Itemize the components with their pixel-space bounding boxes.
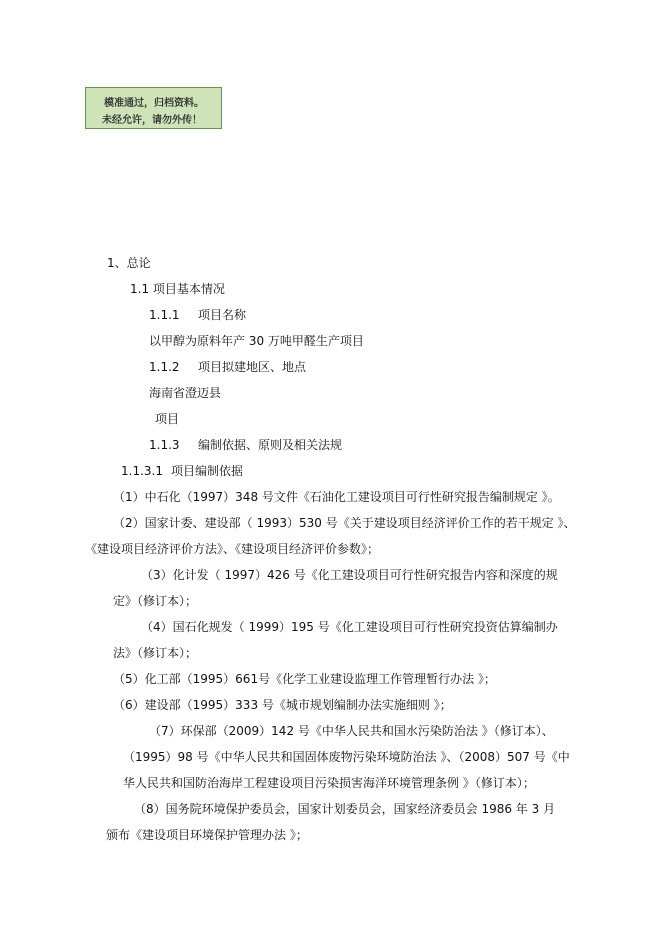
- project-location-note: 项目: [155, 412, 180, 426]
- project-location: 海南省澄迈县: [149, 386, 222, 400]
- section-title-1-1-3-1: 项目编制依据: [171, 464, 244, 478]
- list-item: （1）中石化（1997）348 号文件《石油化工建设项目可行性研究报告编制规定 》。: [113, 490, 560, 504]
- section-heading-1: 1、总论: [107, 256, 151, 270]
- section-number-1-1-3-1: 1.1.3.1: [121, 464, 163, 478]
- list-item: （4）国石化规发（ 1999）195 号《化工建设项目可行性研究投资估算编制办: [141, 620, 558, 634]
- list-item: （5）化工部（1995）661号《化学工业建设监理工作管理暂行办法 》；: [113, 672, 496, 686]
- approval-stamp: [85, 87, 222, 129]
- section-title-1-1-3: 编制依据、原则及相关法规: [198, 438, 343, 452]
- section-title-1-1-2: 项目拟建地区、地点: [198, 360, 307, 374]
- project-name: 以甲醇为原料年产 30 万吨甲醛生产项目: [149, 334, 364, 348]
- section-title-1-1-1: 项目名称: [198, 308, 247, 322]
- section-number-1-1-1: 1.1.1: [149, 308, 180, 322]
- stamp-line-1: 模准通过，归档资料。: [104, 98, 204, 109]
- list-item-continuation: 颁布《建设项目环境保护管理办法 》；: [106, 828, 308, 842]
- section-number-1-1-3: 1.1.3: [149, 438, 180, 452]
- section-number-1-1-2: 1.1.2: [149, 360, 180, 374]
- section-heading-1-1: 1.1 项目基本情况: [130, 282, 225, 296]
- list-item: （7）环保部（2009）142 号《中华人民共和国水污染防治法 》（修订本）、: [149, 724, 554, 738]
- list-item-continuation: 法》（修订本）；: [113, 646, 198, 660]
- list-item-continuation: 定》（修订本）；: [113, 594, 198, 608]
- list-item: （8）国务院环境保护委员会，国家计划委员会，国家经济委员会 1986 年 3 月: [134, 802, 556, 816]
- list-item: （6）建设部（1995）333 号《城市规划编制办法实施细则 》；: [113, 698, 452, 712]
- list-item-continuation: 华人民共和国防治海岸工程建设项目污染损害海洋环境管理条例 》（修订本）；: [123, 776, 535, 790]
- list-item: （3）化计发（ 1997）426 号《化工建设项目可行性研究报告内容和深度的规: [141, 568, 558, 582]
- list-item: （2）国家计委、建设部（ 1993）530 号《关于建设项目经济评价工作的若干规定 》、: [113, 516, 576, 530]
- list-item-continuation: 《建设项目经济评价方法》、《建设项目经济评价参数》；: [85, 542, 380, 556]
- list-item-continuation: （1995）98 号《中华人民共和国固体废物污染环境防治法 》、（2008）507 号《中: [123, 750, 570, 764]
- stamp-line-2: 未经允许，请勿外传！: [102, 115, 202, 126]
